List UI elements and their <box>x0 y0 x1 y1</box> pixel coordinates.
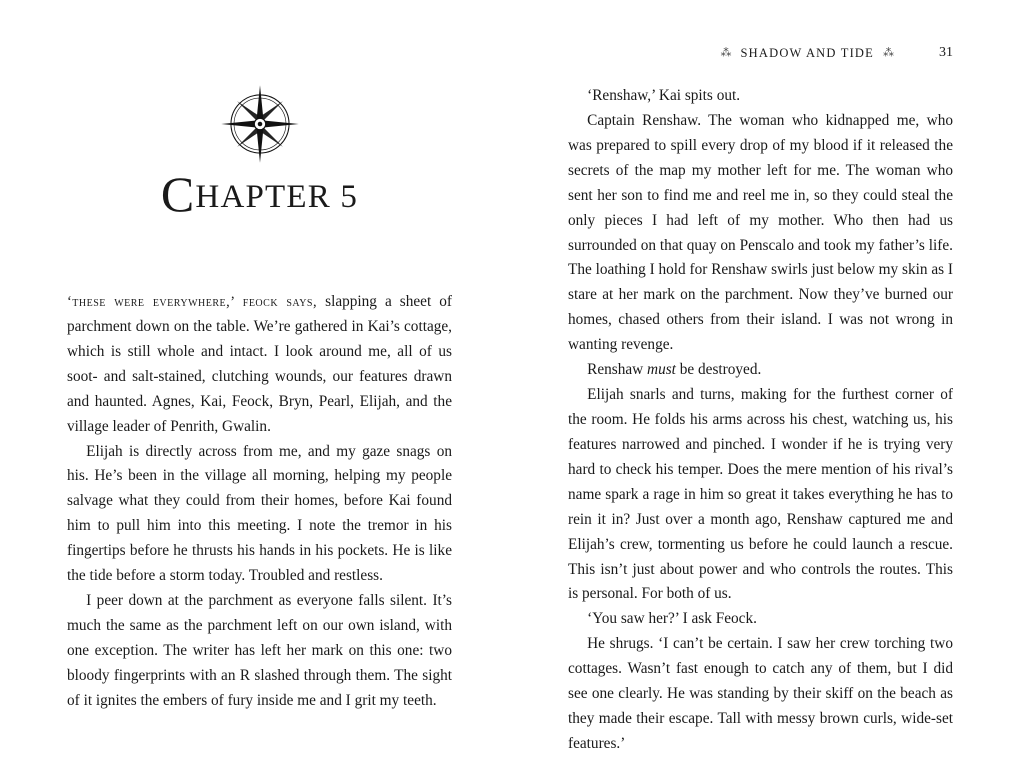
paragraph: ‘You saw her?’ I ask Feock. <box>587 610 757 628</box>
paragraph-text: Renshaw <box>587 361 648 379</box>
paragraph: ‘Renshaw,’ Kai spits out. <box>587 87 741 104</box>
ornament-left-icon: ⁂ <box>720 46 732 59</box>
paragraph <box>568 358 953 383</box>
left-page-body <box>67 290 452 714</box>
compass-rose-icon <box>216 80 304 168</box>
paragraph: Captain Renshaw. The woman who kidnapped me, who was prepared to spill every drop of my blood if it released the secrets of the map my mother left for me. The woman who sent her son to find me and reel me in, so they could steal the only pieces I had left of my mother. Who then had us surrounded on that quay on Penscalo and took my father’s life. The loathing I hold for Renshaw swirls just below my skin as I stare at her mark on the parchment. Now they’ve burned our homes, chased others from their island. I was not wrong in wanting revenge. <box>568 111 953 354</box>
chapter-title-rest: HAPTER 5 <box>195 179 359 215</box>
opening-smallcaps: ‘these were everywhere,’ feock says, <box>67 294 318 310</box>
running-head-title: SHADOW AND TIDE <box>740 45 874 60</box>
chapter-title <box>67 166 452 222</box>
page-number: 31 <box>939 45 953 60</box>
chapter-opener <box>67 44 452 222</box>
ornament-right-icon: ⁂ <box>883 46 894 59</box>
paragraph-text: be destroyed. <box>675 361 762 379</box>
running-head <box>568 44 953 62</box>
paragraph-text: slapping a sheet of parchment down on the table. We’re gathered in Kai’s cottage, which is still whole and intact. I look around me, all of us soot- and salt-stained, clutching wounds, our features drawn and haunted. Agnes, Kai, Feock, Bryn, Pearl, Elijah, and the village leader of Penrith, Gwalin. <box>67 293 452 435</box>
paragraph: Elijah is directly across from me, and my gaze snags on his. He’s been in the village all morning, helping my people salvage what they could from their homes, before Kai found him to pull him into this meeting. I note the tremor in his fingertips before he thrusts his hands in his pockets. He is like the tide before a storm today. Troubled and restless. <box>67 442 452 585</box>
right-page <box>510 0 1020 783</box>
paragraph <box>67 290 452 440</box>
emphasis-text: must <box>647 361 676 379</box>
right-page-body <box>568 84 953 757</box>
paragraph: Elijah snarls and turns, making for the furthest corner of the room. He folds his arms across his chest, watching us, his features narrowed and pinched. I wonder if he is trying very hard to check his temper. Does the mere mention of his rival’s name spark a rage in him so great it takes everything he has to rein it in? Just over a month ago, Renshaw captured me and Elijah’s crew, tormenting us before he could launch a rescue. This isn’t just about power and who controls the routes. This is personal. For both of us. <box>568 386 953 603</box>
paragraph: He shrugs. ‘I can’t be certain. I saw her crew torching two cottages. Wasn’t fast enough to catch any of them, but I did see one clearly. He was standing by their skiff on the beach as they made their escape. Tall with messy brown curls, wide-set features.’ <box>568 635 953 752</box>
paragraph: I peer down at the parchment as everyone falls silent. It’s much the same as the parchment left on our own island, with one exception. The writer has left her mark on this one: two bloody fingerprints with an R slashed through them. The sight of it ignites the embers of fury inside me and I grit my teeth. <box>67 592 452 709</box>
chapter-title-dropcap: C <box>160 166 196 222</box>
